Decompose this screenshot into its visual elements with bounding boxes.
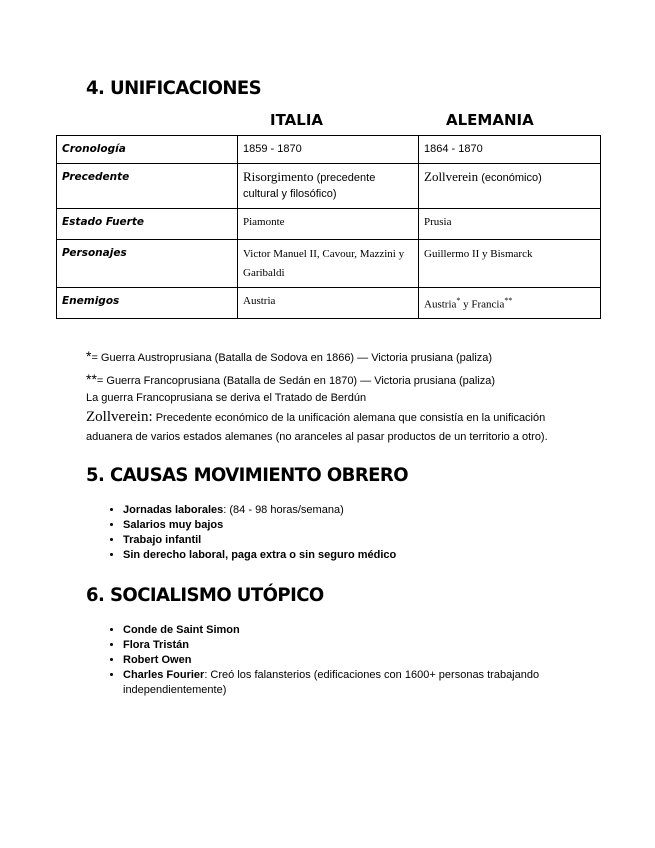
footnote-mark-2: ** (504, 296, 513, 305)
list-item: • Conde de Saint Simon (123, 623, 593, 638)
zollverein-term: Zollverein: (86, 409, 153, 425)
cell-italia: Piamonte (238, 209, 419, 240)
section-title-causas: 5. CAUSAS MOVIMIENTO OBRERO (86, 464, 409, 486)
footnote-3: La guerra Francoprusiana se deriva el Tratado de Berdún (86, 392, 367, 404)
section-title-socialismo: 6. SOCIALISMO UTÓPICO (86, 584, 324, 606)
cell-alemania (419, 288, 601, 319)
footnote-marker: * (86, 348, 92, 364)
cell-alemania-main: Zollverein (424, 169, 479, 184)
zollverein-definition (86, 408, 576, 447)
table-row (57, 136, 601, 164)
causas-list (86, 503, 593, 563)
row-label: Estado Fuerte (57, 209, 238, 240)
list-item: • Flora Tristán (123, 638, 593, 653)
footnote-2 (86, 372, 495, 389)
column-header-italia: ITALIA (270, 111, 324, 129)
footnote-text: = Guerra Francoprusiana (Batalla de Sedán en 1870) — Victoria prusiana (paliza) (96, 375, 496, 387)
cell-italia-main: Risorgimento (243, 169, 314, 184)
section-title-unificaciones: 4. UNIFICACIONES (86, 77, 262, 99)
list-item: • Trabajo infantil (123, 533, 593, 548)
cell-alemania-extra: (económico) (481, 172, 542, 184)
row-label: Enemigos (57, 288, 238, 319)
cell-italia: Victor Manuel II, Cavour, Mazzini y Garibaldi (238, 240, 419, 288)
cell-italia: Austria (238, 288, 419, 319)
footnote-1 (86, 349, 492, 366)
enemy-francia: y Francia (460, 298, 505, 311)
unificaciones-table (56, 135, 601, 319)
table-row (57, 288, 601, 319)
list-item: • Jornadas laborales: (84 - 98 horas/semana) (123, 503, 593, 518)
list-item: • Salarios muy bajos (123, 518, 593, 533)
enemy-austria: Austria (424, 298, 457, 311)
cell-alemania: Guillermo II y Bismarck (419, 240, 601, 288)
footnote-marker: ** (86, 371, 97, 387)
cell-italia: 1859 - 1870 (238, 136, 419, 164)
list-item: • Robert Owen (123, 653, 593, 668)
zollverein-text: Precedente económico de la unificación alemana que consistía en la unificación aduanera de varios estados alemanes (no aranceles al pasar productos de un territorio a otro). (86, 412, 548, 443)
cell-alemania (419, 164, 601, 209)
socialismo-list (86, 623, 593, 698)
footnote-text: = Guerra Austroprusiana (Batalla de Sodova en 1866) — Victoria prusiana (paliza) (91, 352, 493, 364)
row-label: Cronología (57, 136, 238, 164)
row-label: Precedente (57, 164, 238, 209)
cell-italia-extra: (precedente cultural y filosófico) (243, 172, 376, 200)
cell-alemania: Prusia (419, 209, 601, 240)
table-row (57, 240, 601, 288)
list-item: • Sin derecho laboral, paga extra o sin seguro médico (123, 548, 593, 563)
cell-italia (238, 164, 419, 209)
list-item: • Charles Fourier: Creó los falansterios (edificaciones con 1600+ personas trabajando independientemente) (123, 668, 593, 698)
table-row (57, 209, 601, 240)
table-row (57, 164, 601, 209)
cell-alemania: 1864 - 1870 (419, 136, 601, 164)
footnote-mark-1: * (456, 296, 461, 305)
column-header-alemania: ALEMANIA (446, 111, 534, 129)
row-label: Personajes (57, 240, 238, 288)
